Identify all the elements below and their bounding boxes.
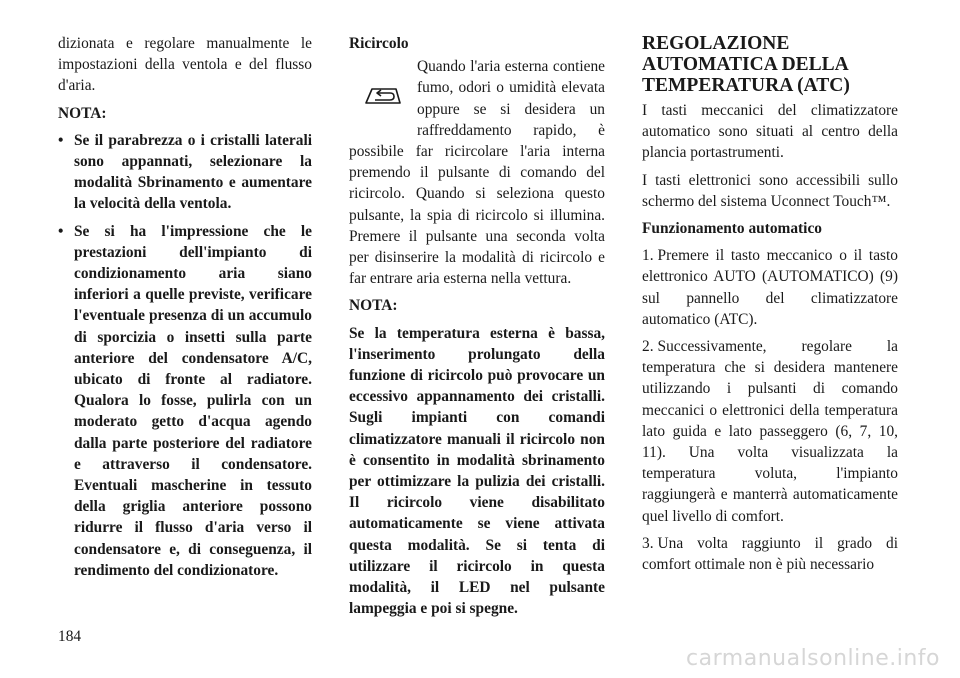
step-item [642,245,898,330]
step-text: Premere il tasto meccanico o il tasto elettronico AUTO (AUTOMATICO) (9) sul pannello del climatizzatore automatico (ATC). [642,247,898,328]
page-number: 184 [58,628,82,645]
electronic-keys-paragraph: I tasti elettronici sono accessibili sullo schermo del sistema Uconnect Touch™. [642,171,898,210]
step-item [642,336,898,527]
nota-label-2: NOTA: [349,297,398,315]
mechanical-keys-paragraph: I tasti meccanici del climatizzatore automatico sono situati al centro della plancia portastrumenti. [642,102,898,162]
step-text: Una volta raggiunto il grado di comfort ottimale non è più necessario [642,534,898,574]
auto-operation-subheading: Funzionamento automatico [642,220,822,238]
watermark: carmanualsonline.info [686,646,940,671]
step-text: Successivamente, regolare la temperatura che si desidera mantenere utilizzando i pulsanti di comando meccanici o elettronici della temperatura lato guida e lato passeggero (6, 7, 10, 11). Una volta visualizzata la temperatura voluta, l'impianto raggiungerà e manterrà automaticamente quel livello di comfort. [642,338,898,525]
section-title-line-1: REGOLAZIONE [642,33,790,54]
nota-bullet-list [58,130,312,581]
column-right [642,33,898,581]
section-title-line-2: AUTOMATICA DELLA [642,54,849,75]
section-title [642,33,898,96]
step-item [642,533,898,575]
auto-steps-list [642,245,898,575]
recirculation-heading: Ricircolo [349,35,409,52]
bullet-item-condenser: • Se si ha l'impressione che le prestazioni dell'impianto di condizionamento aria siano inferiori a quelle previste, verificare l'eventuale presenza di un accumulo di sporcizia o insetti sulla parte anteriore del condensatore A/C, ubicato di fronte al radiatore. Qualora lo fosse, pulirla con un moderato getto d'acqua agendo dalla parte posteriore del radiatore e attraverso il condensatore. Eventuali mascherine in tessuto della griglia anteriore possono ridurre il flusso d'aria verso il condensatore e, di conseguenza, il rendimento del condizionatore. [58,221,312,581]
step-number: 2. [642,338,654,356]
nota-paragraph: Se la temperatura esterna è bassa, l'inserimento prolungato della funzione di ricircolo può provocare un eccessivo appannamento dei cristalli. Sugli impianti con comandi climatizzatore manuali il ricircolo non è consentito in modalità sbrinamento per ottimizzare la pulizia dei cristalli. Il ricircolo viene disabilitato automaticamente se viene attivata questa modalità. Se si tenta di utilizzare il ricircolo in questa modalità, il LED nel pulsante lampeggia e poi si spegne. [349,324,605,618]
recirculation-paragraph: Quando l'aria esterna contiene fumo, odori o umidità elevata oppure se si desidera un raffreddamento rapido, è possibile far ricircolare l'aria interna premendo il pulsante di comando del ricircolo. Quando si seleziona questo pulsante, la spia di ricircolo si illumina. Premere il pulsante una seconda volta per disinserire la modalità di ricircolo e far entrare aria esterna nella vettura. [349,58,605,288]
nota-label: NOTA: [58,104,107,122]
step-number: 3. [642,534,654,552]
recirculation-block [349,56,605,289]
column-left [58,33,312,587]
column-middle [349,33,605,625]
intro-paragraph: dizionata e regolare manualmente le impostazioni della ventola e del flusso d'aria. [58,35,312,95]
step-number: 1. [642,247,654,265]
recirculation-icon [349,58,417,134]
section-title-line-3: TEMPERATURA (ATC) [642,75,850,96]
bullet-item-defrost: • Se il parabrezza o i cristalli laterali sono appannati, selezionare la modalità Sbrinamento e aumentare la velocità della ventola. [58,130,312,215]
